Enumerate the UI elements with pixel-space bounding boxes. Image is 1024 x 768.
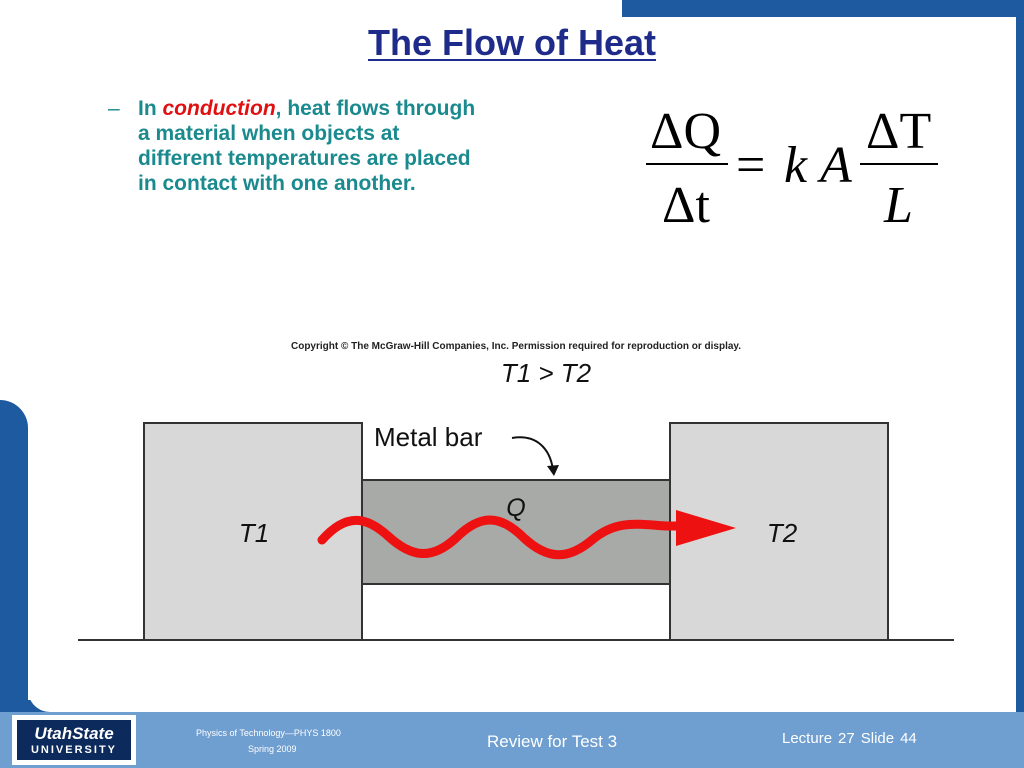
formula-equals: = <box>736 137 766 194</box>
bullet-highlight: conduction <box>162 97 276 120</box>
bullet-marker: – <box>108 97 120 120</box>
heat-label: Q <box>506 494 526 522</box>
heat-conduction-formula <box>640 100 950 234</box>
metal-bar-label: Metal bar <box>374 422 483 452</box>
formula-numerator-left: ΔQ <box>650 103 721 160</box>
conduction-diagram <box>76 338 956 648</box>
lecture-slide-indicator <box>782 730 923 747</box>
formula-numerator-right: ΔT <box>866 103 932 160</box>
formula-A: A <box>820 137 852 194</box>
slide-title: The Flow of Heat <box>368 22 656 63</box>
formula-denominator-right: L <box>884 177 913 234</box>
section-title: Review for Test 3 <box>487 732 618 751</box>
temperature-relation: T1 > T2 <box>500 358 592 388</box>
metal-bar-pointer-head <box>547 465 559 476</box>
university-logo <box>12 715 136 765</box>
metal-bar-pointer <box>512 437 553 470</box>
logo-line-2: UNIVERSITY <box>30 744 117 756</box>
lecture-label: Lecture <box>782 730 833 747</box>
formula-fraction-bar-right <box>860 163 938 165</box>
slide-footer <box>0 712 1024 768</box>
conduction-figure <box>76 338 956 648</box>
formula-denominator-left: Δt <box>662 177 710 234</box>
formula-fraction-bar-left <box>646 163 728 165</box>
slide-number: 44 <box>900 730 917 747</box>
bullet-text: In conduction, heat flows through a material when objects at different temperatures are placed in contact with one another. <box>138 97 476 195</box>
formula-k: k <box>784 137 808 194</box>
copyright-notice: Copyright © The McGraw-Hill Companies, Inc. Permission required for reproduction or display. <box>290 341 742 352</box>
frame-top-bar <box>622 0 1024 17</box>
hot-temperature-label: T1 <box>238 518 270 548</box>
course-title: Physics of Technology—PHYS 1800 <box>196 728 341 738</box>
frame-left-bar <box>0 400 28 712</box>
slide-label: Slide <box>860 730 895 747</box>
lecture-number: 27 <box>838 730 855 747</box>
logo-line-1: UtahState <box>34 724 114 743</box>
frame-right-bar <box>1016 0 1024 712</box>
panel-bottom-curve <box>28 690 1016 712</box>
course-term: Spring 2009 <box>248 744 297 754</box>
cold-temperature-label: T2 <box>766 518 798 548</box>
